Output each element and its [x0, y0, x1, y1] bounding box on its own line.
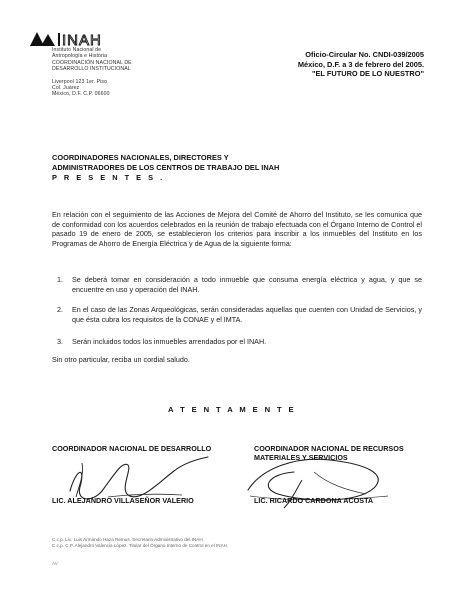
letter-header [298, 50, 424, 79]
closing-paragraph: Sin otro particular, reciba un cordial saludo. [52, 355, 190, 364]
logo-text: INAH [62, 32, 102, 48]
place-date: México, D.F. a 3 de febrero del 2005. [297, 59, 424, 69]
ccp-line: C.c.p. C.P. Alejandro Valencia López. Titular del Órgano Interno de Control en el INAH. [52, 543, 229, 549]
reference-number: Oficio-Circular No. CNDI-039/2005 [305, 50, 424, 59]
signatory-name: LIC. RICARDO CARDONA ACOSTA [254, 496, 374, 505]
list-text: En el caso de las Zonas Arqueológicas, serán consideradas aquellas que cuenten con Unidad de Servicios, y que ésta cubra los requisitos de la CONAE y el IMTA. [72, 305, 422, 324]
list-text: Se deberá tomar en consideración a todo inmueble que consuma energía eléctrica y agua, y que se encuentre en uso y operación del INAH. [72, 275, 422, 294]
signatory-title [52, 444, 211, 453]
intro-paragraph: En relación con el seguimiento de las Acciones de Mejora del Comité de Ahorro del Instituto, se les comunica que de conformidad con los acuerdos celebrados en la reunión de trabajo efectuada con el Órgano Interno de Control el pasado 19 de enero de 2005, se establecieron los criterios para inscribir a los inmuebles del Instituto en los Programas de Ahorro de Energía Eléctrica y de Agua de la siguiente forma: [52, 210, 422, 248]
institution-line: DESARROLLO INSTITUCIONAL [52, 66, 131, 73]
list-number: 1. [57, 275, 63, 284]
list-number: 3. [57, 337, 63, 346]
institution-line: COORDINACIÓN NACIONAL DE [52, 59, 132, 66]
signatory-title-line: COORDINADOR NACIONAL DE RECURSOS [254, 444, 404, 453]
ccp-line: C.c.p. Lic. Luis Armando Haza Remus. Secretario Administrativo del INAH. [52, 537, 204, 542]
sign-off: A T E N T A M E N T E [167, 405, 297, 414]
slogan: "EL FUTURO DE LO NUESTRO" [312, 69, 424, 79]
list-text: Serán incluidos todos los inmuebles arrendados por el INAH. [72, 337, 267, 346]
institution-line: Antropología e Historia [52, 53, 108, 60]
institution-block [52, 47, 132, 98]
signatory-name: LIC. ALEJANDRO VILLASEÑOR VALERIO [52, 496, 194, 505]
address-line: México, D.F. C.P. 06600 [52, 91, 110, 98]
ccp-block [52, 537, 228, 549]
addressee-line: COORDINADORES NACIONALES, DIRECTORES Y [52, 153, 229, 162]
inah-logo [28, 30, 118, 48]
address-line: Col. Juárez [52, 85, 80, 92]
institution-line: Instituto Nacional de [52, 47, 102, 53]
addressee-line: ADMINISTRADORES DE LOS CENTROS DE TRABAJO DEL INAH [52, 163, 280, 172]
addressee-block [52, 153, 279, 183]
initials-mark: AV [52, 561, 58, 566]
signatory-title-line: COORDINADOR NACIONAL DE DESARROLLO [52, 444, 212, 453]
signatory-title-line: MATERIALES Y SERVICIOS [254, 453, 348, 463]
presentes-line: P R E S E N T E S . [52, 173, 165, 182]
address-line: Liverpool 123 1er. Piso [52, 78, 108, 85]
list-number: 2. [57, 305, 63, 314]
